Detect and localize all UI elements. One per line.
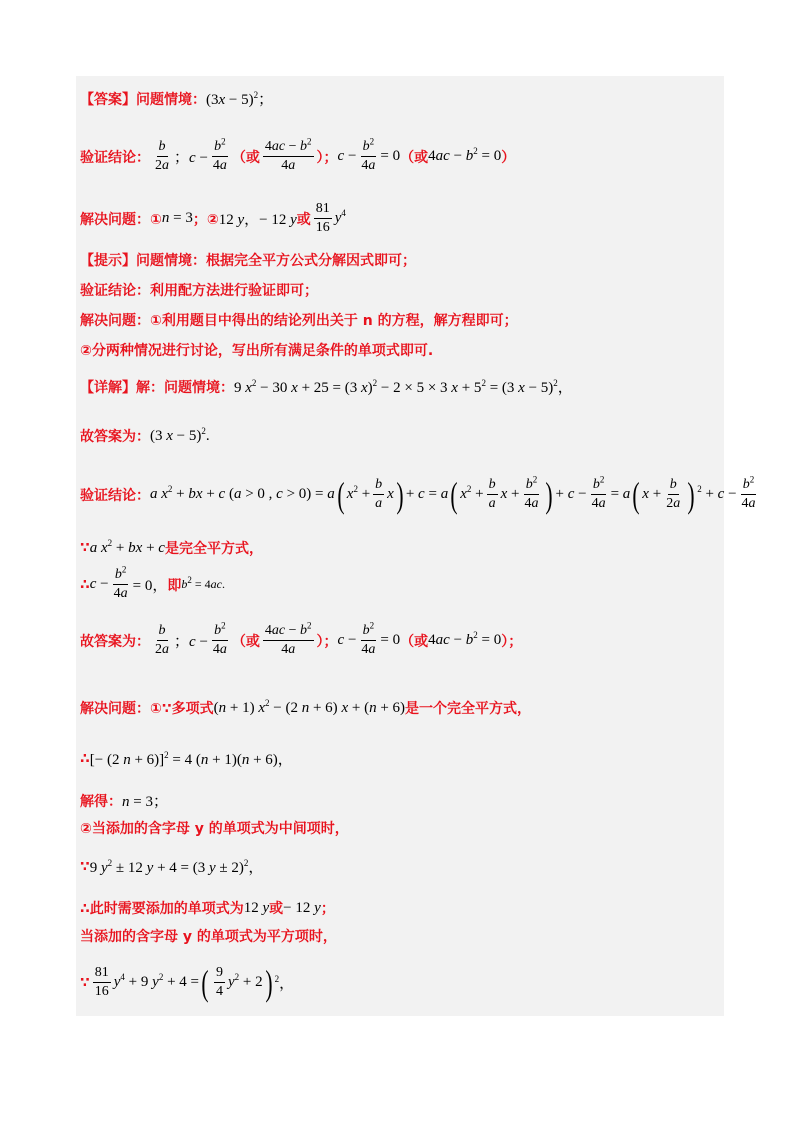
answer-is-tag: 故答案为： [80, 633, 150, 650]
solved-tag: 解得： [80, 793, 122, 810]
solve-text: 是一个完全平方式， [405, 701, 532, 717]
fraction: $\frac{4ac - b^2}{4a}$ [264, 136, 312, 173]
because-line: ∵ a $x^2$ + bx + c 是完全平方式， [80, 537, 263, 557]
therefore-symbol: ∴ [80, 750, 90, 767]
fraction: $\frac{b^2}{4a}$ [212, 136, 227, 173]
close-paren: ）； [501, 633, 523, 650]
separator: ；② [192, 211, 219, 228]
therefore-line: ∴ c − $\frac{b^2}{4a}$ = 0， 即 $b^2 = 4ac$. [80, 564, 225, 601]
fraction: $\frac{b^2}{4a}$ [113, 564, 128, 601]
or-label: （或 [231, 149, 260, 166]
equation-line: ∴ [− (2 n + 6)]$^2$ = 4 (n + 1)(n + 6)， [80, 750, 293, 768]
answer-tag: 【答案】问题情境： [80, 91, 206, 108]
hint-line-1: 【提示】问题情境：根据完全平方公式分解因式即可； [80, 253, 416, 269]
solve-tag: 解决问题：①∵多项式 [80, 701, 214, 717]
because-symbol: ∵ [80, 858, 90, 875]
or-label: （或 [400, 149, 429, 166]
fraction: $\frac{b^2}{4a}$ [212, 620, 227, 657]
solve-tag: 解决问题：① [80, 211, 162, 228]
answer-expr: $(3x - 5)^2$； [206, 90, 274, 108]
or-label: （或 [400, 633, 429, 650]
verify-tag: 验证结论： [80, 487, 150, 504]
fraction: $\frac{b}{2a}$ [155, 623, 169, 657]
or-label: 或 [269, 901, 284, 917]
therefore-symbol: ∴ [80, 576, 90, 593]
fraction: $\frac{b^2}{4a}$ [591, 474, 606, 511]
solution-line: 解得： n = 3； [80, 790, 168, 811]
detail-tag: 【详解】解：问题情境： [80, 379, 234, 396]
solve-answer-line: 解决问题：① n = 3 ；② 12 y，− 12 y 或 $\frac{81}{16}$ $y^4$ [80, 201, 346, 235]
close-paren: ）； [316, 633, 338, 650]
solve-step1-line: 解决问题：①∵多项式 (n + 1) $x^2 - (2$ n + 6) x + (n + 6) 是一个完全平方式， [80, 697, 532, 717]
verify-tag: 验证结论： [80, 149, 150, 166]
verify-derivation-line: 验证结论： a $x^2$ + bx + c (a > 0 , c > 0) = a ( $x^2$ + $\frac{b}{a}$ x ) + c = a ( $x^2$ + $\frac{b}{a}$ x + $\frac{b^2}{4a}$ ) + c − $\frac{b^2}{4a}$ = a ( x + $\frac{b}{2a}$ ) $^2$ + c − $\frac{b^2}{4a}$ [80, 474, 756, 515]
answer-is-tag: 故答案为： [80, 429, 150, 445]
detail-line: 【详解】解：问题情境： 9 $x^2 - 30$ x + 25 = (3 x)$^2$ − 2 × 5 × 3 $x + 5^2 = (3$ x − 5)$^2$， [80, 378, 573, 396]
namely-text: 即 [167, 577, 182, 594]
fraction: $\frac{81}{16}$ [315, 201, 330, 235]
or-label: 或 [296, 211, 311, 228]
or-label: （或 [231, 633, 260, 650]
answer-is-line: 故答案为： (3 x − 5)$^2$. [80, 425, 210, 445]
square-term-line: ∵ $\frac{81}{16}$ $y^4 + 9$ $y^2 + 4$ = ( $\frac{9}{4}$ $y^2 + 2$ ) $^2$， [80, 962, 295, 1003]
because-symbol: ∵ [80, 974, 90, 991]
fraction: $\frac{b}{a}$ [375, 477, 383, 511]
therefore-text: ∴此时需要添加的单项式为 [80, 901, 244, 917]
fraction: $\frac{9}{4}$ [215, 965, 223, 999]
because-text: 是完全平方式， [164, 541, 263, 557]
fraction: $\frac{4ac - b^2}{4a}$ [264, 620, 312, 657]
fraction: $\frac{b^2}{4a}$ [741, 474, 756, 511]
case-middle-line: ②当添加的含字母 y 的单项式为中间项时， [80, 821, 349, 837]
close-paren: ） [501, 149, 516, 166]
case-square-line: 当添加的含字母 y 的单项式为平方项时， [80, 929, 337, 945]
fraction: $\frac{b}{a}$ [488, 477, 496, 511]
middle-term-line: ∵ 9 $y^2 \pm 12$ y + 4 = (3 y ± 2)$^2$， [80, 858, 264, 876]
fraction: $\frac{b^2}{4a}$ [361, 136, 376, 173]
close-paren: ）； [316, 149, 338, 166]
hint-line-4: ②分两种情况进行讨论，写出所有满足条件的单项式即可. [80, 343, 434, 359]
verify-answer-line: 验证结论： $\frac{b}{2a}$ ；c − $\frac{b^2}{4a}$ （或 $\frac{4ac - b^2}{4a}$ ）； c − $\frac{b^2}{4a}$ = 0 （或 $4ac - b^2 = 0$ ） [80, 136, 516, 173]
fraction: $\frac{81}{16}$ [94, 965, 109, 999]
fraction: $\frac{b}{2a}$ [666, 477, 681, 511]
fraction: $\frac{b}{2a}$ [155, 139, 169, 173]
hint-line-3: 解决问题：①利用题目中得出的结论列出关于 n 的方程，解方程即可； [80, 313, 518, 329]
fraction: $\frac{b^2}{4a}$ [524, 474, 539, 511]
because-symbol: ∵ [80, 540, 90, 556]
fraction: $\frac{b^2}{4a}$ [361, 620, 376, 657]
semicolon: ； [320, 901, 335, 917]
hint-line-2: 验证结论：利用配方法进行验证即可； [80, 283, 318, 299]
middle-result-line: ∴此时需要添加的单项式为 12 y 或 − 12 y ； [80, 899, 335, 917]
answer-line [80, 88, 273, 109]
verify-answer-line-2: 故答案为： $\frac{b}{2a}$ ；c − $\frac{b^2}{4a}$ （或 $\frac{4ac - b^2}{4a}$ ）； c − $\frac{b^2}{4a}$ = 0 （或 $4ac - b^2 = 0$ ）； [80, 620, 523, 657]
